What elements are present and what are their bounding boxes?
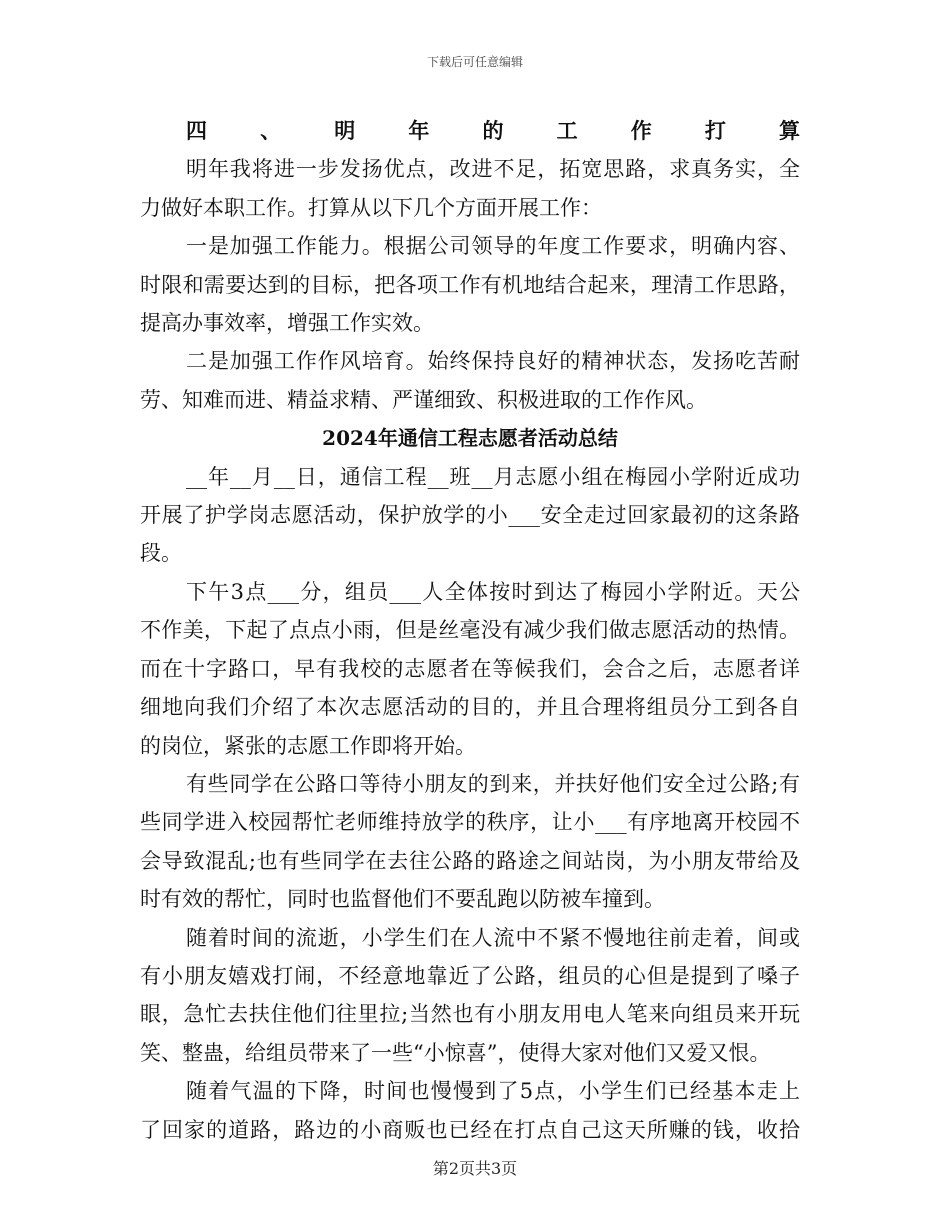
paragraph <box>140 765 800 919</box>
paragraph-line: 下午3点___分，组员___人全体按时到达了梅园小学附近。天公 <box>186 579 800 604</box>
paragraph-line: 力做好本职工作。打算从以下几个方面开展工作： <box>140 195 602 220</box>
paragraph-line: 二是加强工作作风培育。始终保持良好的精神状态，发扬吃苦耐 <box>186 349 800 374</box>
document-body <box>140 112 800 1149</box>
paragraph-line: 时限和需要达到的目标，把各项工作有机地结合起来，理清工作思路， <box>140 272 800 297</box>
paragraph-line: 些同学进入校园帮忙老师维持放学的秩序，让小___有序地离开校园不 <box>140 810 800 835</box>
paragraph-line: 开展了护学岗志愿活动，保护放学的小___安全走过回家最初的这条路 <box>140 503 800 528</box>
paragraph <box>140 919 800 1073</box>
paragraph-line: 一是加强工作能力。根据公司领导的年度工作要求，明确内容、 <box>186 234 800 259</box>
page-header: 下载后可任意编辑 <box>426 55 523 69</box>
paragraph-line: __年__月__日，通信工程__班__月志愿小组在梅园小学附近成功 <box>186 464 800 489</box>
paragraph-line: 有小朋友嬉戏打闹，不经意地靠近了公路，组员的心但是提到了嗓子 <box>140 963 800 988</box>
paragraph-line: 的岗位，紧张的志愿工作即将开始。 <box>140 733 476 758</box>
paragraph-line: 明年我将进一步发扬优点，改进不足，拓宽思路，求真务实，全 <box>186 157 800 182</box>
section-heading: 四、明年的工作打算 <box>186 118 800 143</box>
page-footer: 第2页共3页 <box>432 1159 518 1178</box>
paragraph-line: 不作美，下起了点点小雨，但是丝毫没有减少我们做志愿活动的热情。 <box>140 618 800 643</box>
paragraph-line: 而在十字路口，早有我校的志愿者在等候我们，会合之后，志愿者详 <box>140 656 800 681</box>
paragraph-line: 时有效的帮忙，同时也监督他们不要乱跑以防被车撞到。 <box>140 887 665 912</box>
paragraph <box>140 1072 800 1149</box>
paragraph <box>140 573 800 765</box>
paragraph <box>140 150 800 227</box>
paragraph <box>140 458 800 573</box>
document-title: 2024年通信工程志愿者活动总结 <box>322 426 618 451</box>
paragraph-line: 笑、整蛊，给组员带来了一些“小惊喜”，使得大家对他们又爱又恨。 <box>140 1040 771 1065</box>
paragraph <box>140 342 800 419</box>
paragraph-line: 随着气温的下降，时间也慢慢到了5点，小学生们已经基本走上 <box>186 1079 800 1104</box>
paragraph-line: 眼，急忙去扶住他们往里拉;当然也有小朋友用电人笔来向组员来开玩 <box>140 1002 800 1027</box>
paragraph-line: 有些同学在公路口等待小朋友的到来，并扶好他们安全过公路;有 <box>186 771 800 796</box>
paragraph-line: 了回家的道路，路边的小商贩也已经在打点自己这天所赚的钱，收拾 <box>140 1117 800 1142</box>
paragraph-line: 提高办事效率，增强工作实效。 <box>140 311 434 336</box>
paragraph <box>140 227 800 342</box>
paragraph-line: 细地向我们介绍了本次志愿活动的目的，并且合理将组员分工到各自 <box>140 695 800 720</box>
paragraph-line: 随着时间的流逝，小学生们在人流中不紧不慢地往前走着，间或 <box>186 925 800 950</box>
paragraph-line: 劳、知难而进、精益求精、严谨细致、积极进取的工作作风。 <box>140 387 707 412</box>
paragraph-line: 段。 <box>140 541 182 566</box>
paragraph-line: 会导致混乱;也有些同学在去往公路的路途之间站岗，为小朋友带给及 <box>140 848 800 873</box>
